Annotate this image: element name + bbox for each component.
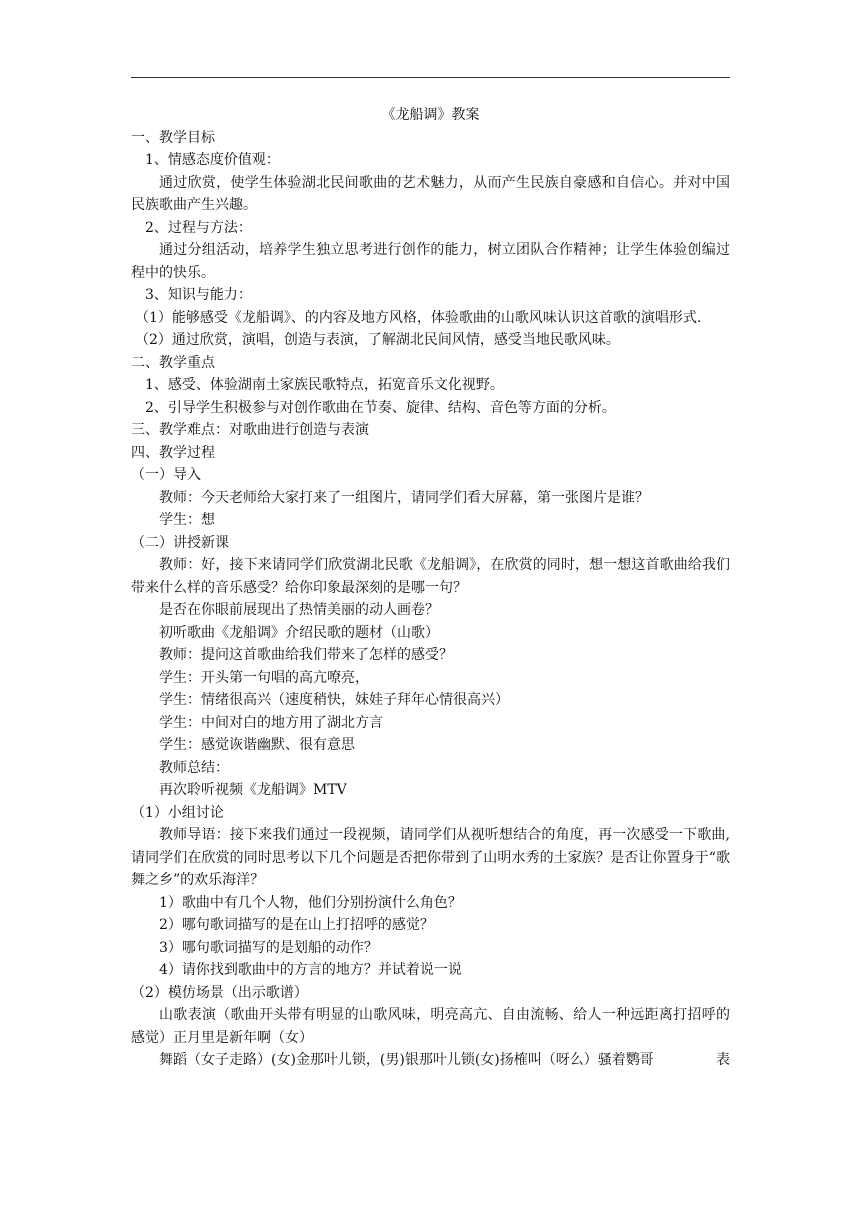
subsection-heading: 3、知识与能力： [145,287,252,303]
section-heading: 四、教学过程 [131,444,215,461]
dialogue-line: 教师：今天老师给大家打来了一组图片，请同学们看大屏幕，第一张图片是谁？ [159,489,649,506]
subsection-heading: （一）导入 [131,467,201,483]
section-heading: 三、教学难点：对歌曲进行创造与表演 [131,422,369,438]
paragraph: 通过分组活动，培养学生独立思考进行创作的能力，树立团队合作精神；让学生体验创编过程中的快乐。 [131,242,730,281]
subsection-heading: （二）讲授新课 [131,534,229,551]
section-heading: 一、教学目标 [131,129,215,146]
dialogue-line: 教师总结： [159,759,229,776]
dialogue-line: 学生：情绪很高兴（速度稍快，妹娃子拜年心情很高兴） [159,692,509,708]
header-rule [131,77,730,78]
question-item: 3）哪句歌词描写的是划船的动作？ [159,939,378,956]
document-title: 《龙船调》教案 [381,107,480,123]
dialogue-line: 学生：开头第一句唱的高亢嘹亮， [159,669,369,686]
question-item: 1）歌曲中有几个人物，他们分别扮演什么角色？ [159,894,462,911]
dialogue-line: 学生：感觉诙谐幽默、很有意思 [159,737,355,753]
dialogue-line: 初听歌曲《龙船调》介绍民歌的题材（山歌） [159,624,439,641]
subsection-heading: （2）模仿场景（出示歌谱） [131,984,308,1001]
list-item: 2、引导学生积极参与对创作歌曲在节奏、旋律、结构、音色等方面的分析。 [145,399,616,416]
lyrics-line-end: 表 [716,1052,730,1068]
paragraph: 教师导语：接下来我们通过一段视频，请同学们从视听想结合的角度，再一次感受一下歌曲,请同学们在欣赏的同时思考以下几个问题是否把你带到了山明水秀的土家族？是否让你置身于“歌舞之乡”的欢乐海洋？ [131,827,730,888]
dialogue-line: 是否在你眼前展现出了热情美丽的动人画卷？ [159,602,439,618]
dialogue-line: 再次聆听视频《龙船调》MTV [159,782,347,798]
lyrics-line: 舞蹈（女子走路）(女)金那叶儿锁，(男)银那叶儿锁(女)扬榷叫（呀么）骚着鹦哥 [159,1052,654,1068]
paragraph-last-line [131,1049,730,1072]
paragraph: （1）能够感受《龙船调》、的内容及地方风格，体验歌曲的山歌风味认识这首歌的演唱形式. [135,309,702,326]
dialogue-line: 学生：想 [159,512,215,528]
dialogue-line: 教师：提问这首歌曲给我们带来了怎样的感受？ [159,647,453,663]
subsection-heading: 1、情感态度价值观： [145,152,280,168]
question-item: 4）请你找到歌曲中的方言的地方？并试着说一说 [159,962,462,978]
dialogue-line: 学生：中间对白的地方用了湖北方言 [159,714,383,731]
paragraph: 通过欣赏，使学生体验湖北民间歌曲的艺术魅力，从而产生民族自豪感和自信心。并对中国民族歌曲产生兴趣。 [131,174,730,213]
list-item: 1、感受、体验湖南土家族民歌特点，拓宽音乐文化视野。 [145,377,504,393]
paragraph: 教师：好，接下来请同学们欣赏湖北民歌《龙船调》，在欣赏的同时，想一想这首歌曲给我们带来什么样的音乐感受？给你印象最深刻的是哪一句？ [131,557,730,596]
paragraph: （2）通过欣赏，演唱，创造与表演，了解湖北民间风情，感受当地民歌风味。 [135,332,620,348]
section-heading: 二、教学重点 [131,354,215,371]
question-item: 2）哪句歌词描写的是在山上打招呼的感觉？ [159,917,434,933]
paragraph: 山歌表演（歌曲开头带有明显的山歌风味，明亮高亢、自由流畅、给人一种远距离打招呼的感觉）正月里是新年啊（女） [131,1007,730,1046]
subsection-heading: （1）小组讨论 [131,804,224,821]
document-body [131,104,730,1072]
subsection-heading: 2、过程与方法： [145,219,252,236]
